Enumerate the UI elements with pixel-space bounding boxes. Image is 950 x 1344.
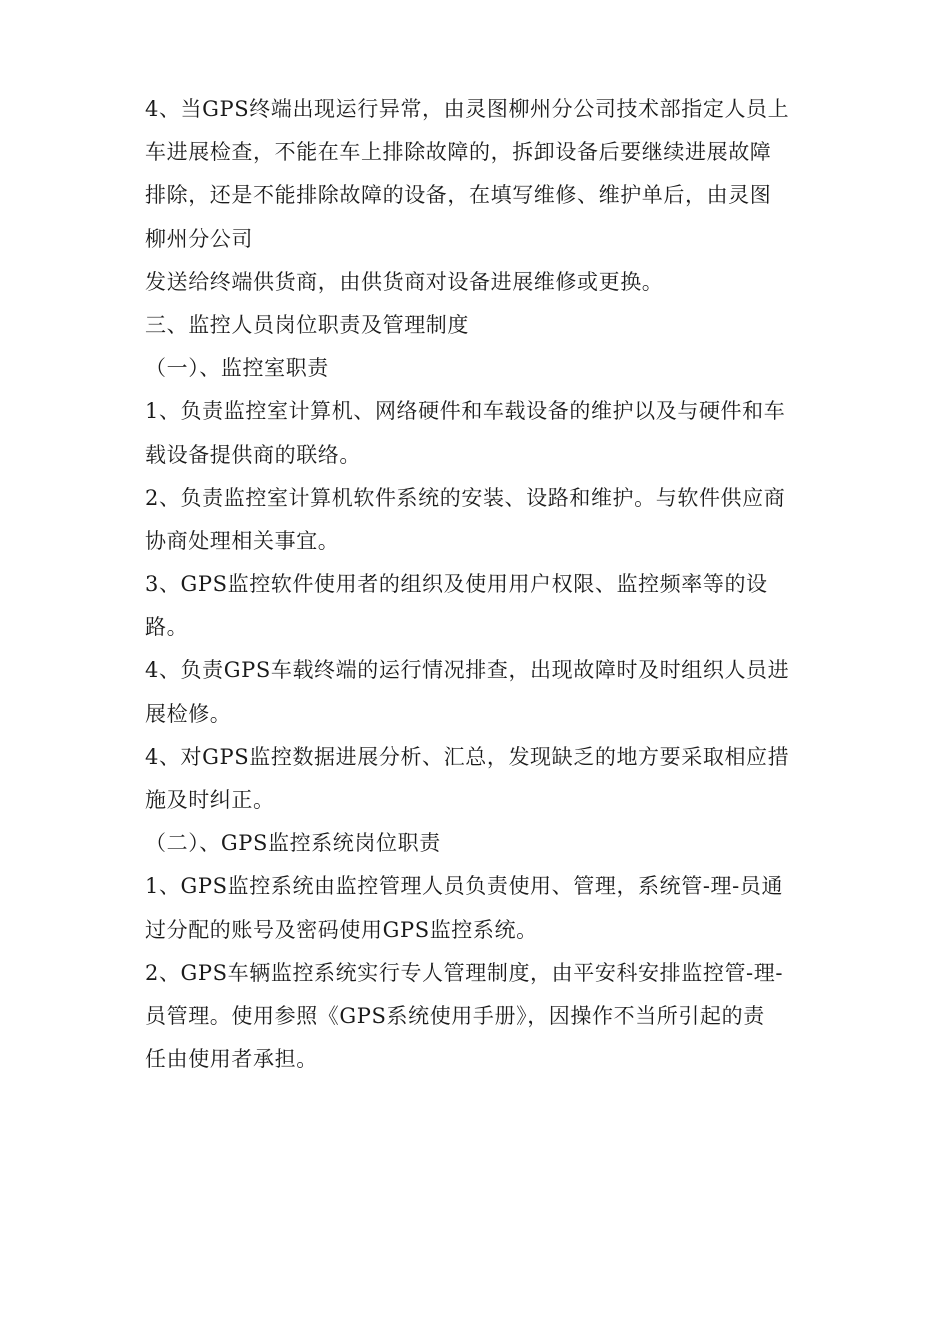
text-line: 员管理。使用参照《GPS系统使用手册》，因操作不当所引起的责 [145, 1003, 765, 1028]
text-line: 1、GPS监控系统由监控管理人员负责使用、管理，系统管-理-员通 [145, 874, 784, 899]
text-line: 路。 [145, 615, 189, 640]
text-line: 4、对GPS监控数据进展分析、汇总，发现缺乏的地方要采取相应措 [145, 744, 790, 769]
text-line: 4、负责GPS车载终端的运行情况排查，出现故障时及时组织人员进 [145, 658, 790, 683]
text-line: 施及时纠正。 [145, 788, 275, 812]
text-line: 载设备提供商的联络。 [145, 442, 361, 467]
text-line: 发送给终端供货商，由供货商对设备进展维修或更换。 [145, 269, 664, 294]
document-body [145, 88, 815, 1081]
text-line: 车进展检查，不能在车上排除故障的，拆卸设备后要继续进展故障 [145, 140, 772, 165]
text-line: 展检修。 [145, 701, 232, 726]
text-line: 3、GPS监控软件使用者的组织及使用用户权限、监控频率等的设 [145, 572, 768, 597]
text-line: 任由使用者承担。 [145, 1047, 318, 1072]
text-line: 柳州分公司 [145, 226, 253, 251]
section-heading: 三、监控人员岗位职责及管理制度 [145, 312, 469, 337]
text-line: 协商处理相关事宜。 [145, 528, 340, 553]
text-line: 2、负责监控室计算机软件系统的安装、设路和维护。与软件供应商 [145, 485, 786, 510]
text-line: 1、负责监控室计算机、网络硬件和车载设备的维护以及与硬件和车 [145, 399, 786, 424]
text-line: 4、当GPS终端出现运行异常，由灵图柳州分公司技术部指定人员上 [145, 97, 790, 121]
subsection-heading: （二）、GPS监控系统岗位职责 [145, 831, 441, 856]
subsection-heading: （一）、监控室职责 [145, 356, 329, 381]
text-line: 排除，还是不能排除故障的设备，在填写维修、维护单后，由灵图 [145, 183, 772, 208]
text-line: 2、GPS车辆监控系统实行专人管理制度，由平安科安排监控管-理- [145, 960, 784, 985]
text-line: 过分配的账号及密码使用GPS监控系统。 [145, 917, 538, 942]
